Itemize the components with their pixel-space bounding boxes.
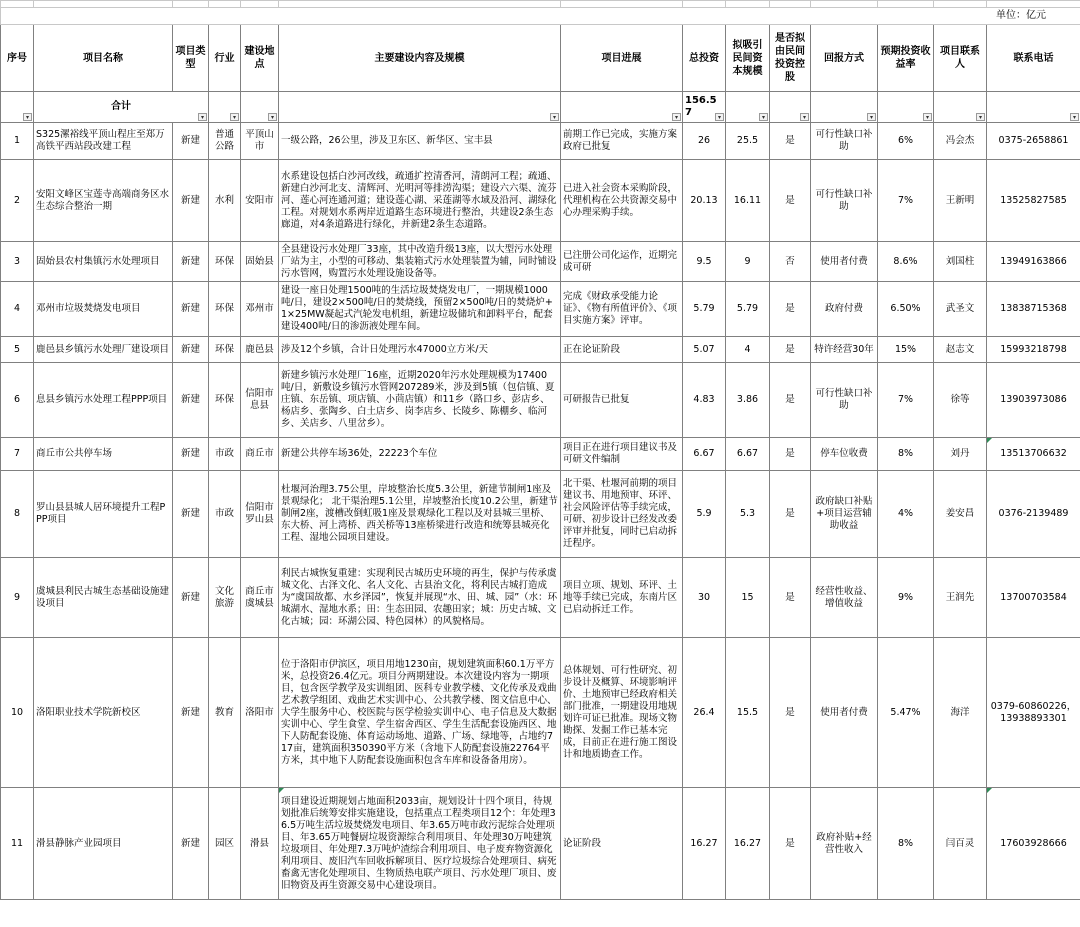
- total-label-cell[interactable]: [34, 92, 209, 123]
- content-cell[interactable]: 水系建设包括白沙河改线，疏通扩控清香河，清朗河工程；疏通、新建白沙河北支、清辉河、光明河等排涝沟渠；建设六六渠、流芬河、莲心河连通河道；建设莲心湖、采莲湖等水域及沿河、湖绿化工程。对规划水系两岸近道路生态环境进行整治，共建设2条生态廊道，对4条道路进行绿化，并新建2条生态道路。: [279, 160, 561, 242]
- contact-person-cell[interactable]: 海洋: [934, 638, 987, 788]
- return-rate-cell[interactable]: 6%: [878, 123, 934, 160]
- row-number-cell[interactable]: 11: [1, 788, 34, 900]
- private-capital-cell[interactable]: 9: [726, 242, 770, 282]
- total-investment-cell[interactable]: 5.07: [683, 337, 726, 363]
- return-rate-cell[interactable]: 8%: [878, 438, 934, 471]
- comment-marker-icon: [987, 788, 992, 793]
- project-type-cell[interactable]: 新建: [173, 282, 209, 337]
- contact-person-cell[interactable]: 王润先: [934, 558, 987, 638]
- total-investment-cell[interactable]: 4.83: [683, 363, 726, 438]
- filter-dropdown-icon[interactable]: ▾: [268, 113, 277, 121]
- return-rate-cell[interactable]: 9%: [878, 558, 934, 638]
- row-number-cell[interactable]: 4: [1, 282, 34, 337]
- total-cell[interactable]: [934, 92, 987, 123]
- private-capital-cell[interactable]: 5.3: [726, 471, 770, 558]
- progress-cell[interactable]: 总体规划、可行性研究、初步设计及概算、环境影响评价、土地预审已经政府相关部门批准，一期建设用地规划许可证已批准。现场文物勘探、发掘工作已基本完成，目前正在进行施工图设计和地质勘查工作。: [561, 638, 683, 788]
- table-row: [1, 363, 1080, 438]
- return-method-cell[interactable]: 政府付费: [811, 282, 878, 337]
- contact-person-cell[interactable]: 姜安昌: [934, 471, 987, 558]
- total-investment-cell[interactable]: 9.5: [683, 242, 726, 282]
- phone-cell[interactable]: 0375-2658861: [987, 123, 1080, 160]
- industry-cell[interactable]: 环保: [209, 242, 241, 282]
- return-rate-cell[interactable]: 6.50%: [878, 282, 934, 337]
- project-type-cell[interactable]: 新建: [173, 638, 209, 788]
- industry-cell[interactable]: 普通公路: [209, 123, 241, 160]
- phone-cell[interactable]: 17603928666: [987, 788, 1080, 900]
- row-number-cell[interactable]: 2: [1, 160, 34, 242]
- filter-dropdown-icon[interactable]: ▾: [230, 113, 239, 121]
- project-type-cell[interactable]: 新建: [173, 558, 209, 638]
- filter-dropdown-icon[interactable]: ▾: [550, 113, 559, 121]
- total-cell[interactable]: [279, 92, 561, 123]
- total-investment-cell[interactable]: 30: [683, 558, 726, 638]
- content-cell[interactable]: 杜堰河治理3.75公里，岸坡整治长度5.3公里，新建节制闸1座及景观绿化； 北干渠治理5.1公里，岸坡整治长度10.2公里，新建节制闸2座，渡槽改倒虹吸1座及景观绿化工程以及对县城三里桥、东大桥、河上湾桥、西关桥等13座桥梁进行改造和统筹县城亮化工程、湿地公园项目建设。: [279, 471, 561, 558]
- total-row: [1, 92, 1080, 123]
- total-label: 合计: [111, 101, 131, 112]
- header-cell[interactable]: 拟吸引民间资本规模: [726, 25, 770, 92]
- private-control-cell[interactable]: 是: [770, 337, 811, 363]
- industry-cell[interactable]: 环保: [209, 337, 241, 363]
- progress-cell[interactable]: 前期工作已完成，实施方案政府已批复: [561, 123, 683, 160]
- progress-cell[interactable]: 已进入社会资本采购阶段，代理机构在公共资源交易中心办理采购手续。: [561, 160, 683, 242]
- content-cell[interactable]: 一级公路，26公里，涉及卫东区、新华区、宝丰县: [279, 123, 561, 160]
- private-control-cell[interactable]: 是: [770, 123, 811, 160]
- table-row: [1, 123, 1080, 160]
- return-method-cell[interactable]: 停车位收费: [811, 438, 878, 471]
- total-cell[interactable]: [878, 92, 934, 123]
- location-cell[interactable]: 安阳市: [241, 160, 279, 242]
- return-method-cell[interactable]: 政府缺口补贴+项目运营辅助收益: [811, 471, 878, 558]
- total-cell[interactable]: [987, 92, 1080, 123]
- return-method-cell[interactable]: 可行性缺口补助: [811, 123, 878, 160]
- project-type-cell[interactable]: 新建: [173, 363, 209, 438]
- total-cell[interactable]: [726, 92, 770, 123]
- header-cell[interactable]: 项目类型: [173, 25, 209, 92]
- total-cell[interactable]: [561, 92, 683, 123]
- filter-dropdown-icon[interactable]: ▾: [759, 113, 768, 121]
- total-investment-cell[interactable]: 5.79: [683, 282, 726, 337]
- header-cell[interactable]: 总投资: [683, 25, 726, 92]
- private-control-cell[interactable]: 是: [770, 282, 811, 337]
- comment-marker-icon: [279, 788, 284, 793]
- content-cell[interactable]: 涉及12个乡镇，合计日处理污水47000立方米/天: [279, 337, 561, 363]
- header-cell[interactable]: 回报方式: [811, 25, 878, 92]
- project-name-cell[interactable]: 邓州市垃圾焚烧发电项目: [34, 282, 173, 337]
- content-cell[interactable]: 利民古城恢复重建：实现利民古城历史环境的再生，保护与传承虞城文化、古泽文化、名人文化、古县治文化，将利民古城打造成为“虞国故都、水乡泽园”，恢复并展现“水、田、城、园”（水：环城湖水、湿地水系；田：生态田园、农趣田家；城：历史古城、文化古城；园：环湖公园、特色园林）的风貌格局。: [279, 558, 561, 638]
- phone-cell[interactable]: 13700703584: [987, 558, 1080, 638]
- project-type-cell[interactable]: 新建: [173, 160, 209, 242]
- private-capital-cell[interactable]: 4: [726, 337, 770, 363]
- header-cell[interactable]: 建设地点: [241, 25, 279, 92]
- industry-cell[interactable]: 教育: [209, 638, 241, 788]
- table-row: [1, 282, 1080, 337]
- project-type-cell[interactable]: 新建: [173, 471, 209, 558]
- total-value-cell[interactable]: [683, 92, 726, 123]
- progress-cell[interactable]: 完成《财政承受能力论证》、《物有所值评价》、《项目实施方案》评审。: [561, 282, 683, 337]
- progress-cell[interactable]: 已注册公司化运作，近期完成可研: [561, 242, 683, 282]
- private-control-cell[interactable]: 是: [770, 558, 811, 638]
- phone-cell[interactable]: 13838715368: [987, 282, 1080, 337]
- table-row: [1, 242, 1080, 282]
- location-cell[interactable]: 商丘市: [241, 438, 279, 471]
- return-method-cell[interactable]: 经营性收益、增值收益: [811, 558, 878, 638]
- table-row: [1, 160, 1080, 242]
- return-rate-cell[interactable]: 15%: [878, 337, 934, 363]
- phone-cell[interactable]: 13525827585: [987, 160, 1080, 242]
- progress-cell[interactable]: 论证阶段: [561, 788, 683, 900]
- header-cell[interactable]: 主要建设内容及规模: [279, 25, 561, 92]
- project-name-cell[interactable]: 鹿邑县乡镇污水处理厂建设项目: [34, 337, 173, 363]
- phone-cell[interactable]: 13903973086: [987, 363, 1080, 438]
- private-capital-cell[interactable]: 16.27: [726, 788, 770, 900]
- project-name-cell[interactable]: 洛阳职业技术学院新校区: [34, 638, 173, 788]
- total-investment-cell[interactable]: 20.13: [683, 160, 726, 242]
- filter-dropdown-icon[interactable]: ▾: [976, 113, 985, 121]
- private-control-cell[interactable]: 否: [770, 242, 811, 282]
- project-name-cell[interactable]: 罗山县县城人居环境提升工程PPP项目: [34, 471, 173, 558]
- industry-cell[interactable]: 环保: [209, 282, 241, 337]
- filter-dropdown-icon[interactable]: ▾: [23, 113, 32, 121]
- progress-cell[interactable]: 可研报告已批复: [561, 363, 683, 438]
- project-type-cell[interactable]: 新建: [173, 788, 209, 900]
- private-capital-cell[interactable]: 3.86: [726, 363, 770, 438]
- industry-cell[interactable]: 市政: [209, 438, 241, 471]
- location-cell[interactable]: 邓州市: [241, 282, 279, 337]
- contact-person-cell[interactable]: 刘丹: [934, 438, 987, 471]
- content-cell[interactable]: 位于洛阳市伊滨区，项目用地1230亩，规划建筑面积60.1万平方米，总投资26.4亿元。项目分两期建设。本次建设内容为一期项目，包含医学教学及实训组团、医科专业教学楼、文化传承及戏曲艺术教学组团、戏曲艺术实训中心、公共教学楼、图文信息中心、大学生服务中心、校医院与医学检验实训中心、电子信息及大数据实训中心、学生食堂、学生宿舍西区、学生生活配套设施西区、地下人防配套设施、体育运动场地、道路、广场、绿地等，占地约717亩，建筑面积350390平方米（含地下人防配套设施22764平方米，其中地下人防配套设施面积包含车库和设备备用房）。: [279, 638, 561, 788]
- table-row: [1, 438, 1080, 471]
- contact-person-cell[interactable]: 武圣文: [934, 282, 987, 337]
- progress-cell[interactable]: 项目正在进行项目建议书及可研文件编制: [561, 438, 683, 471]
- row-number-cell[interactable]: 7: [1, 438, 34, 471]
- location-cell[interactable]: 商丘市虞城县: [241, 558, 279, 638]
- header-cell[interactable]: 联系电话: [987, 25, 1080, 92]
- private-capital-cell[interactable]: 15: [726, 558, 770, 638]
- progress-cell[interactable]: 北干渠、杜堰河前期的项目建议书、用地预审、环评、社会风险评估等手续完成，可研、初步设计已经发改委评审并批复，同时已启动拆迁程序。: [561, 471, 683, 558]
- private-control-cell[interactable]: 是: [770, 363, 811, 438]
- header-cell[interactable]: 序号: [1, 25, 34, 92]
- table-row: [1, 558, 1080, 638]
- phone-cell[interactable]: 15993218798: [987, 337, 1080, 363]
- total-cell[interactable]: [1, 92, 34, 123]
- location-cell[interactable]: 平顶山市: [241, 123, 279, 160]
- header-cell[interactable]: 行业: [209, 25, 241, 92]
- table-row: [1, 788, 1080, 900]
- filter-dropdown-icon[interactable]: ▾: [715, 113, 724, 121]
- return-method-cell[interactable]: 可行性缺口补助: [811, 363, 878, 438]
- unit-row: [1, 8, 1080, 25]
- location-cell[interactable]: 信阳市罗山县: [241, 471, 279, 558]
- filter-dropdown-icon[interactable]: ▾: [800, 113, 809, 121]
- project-name-cell[interactable]: 息县乡镇污水处理工程PPP项目: [34, 363, 173, 438]
- project-name-cell[interactable]: S325漯裕线平顶山程庄至郑万高铁平西站段改建工程: [34, 123, 173, 160]
- header-cell[interactable]: 是否拟由民间投资控股: [770, 25, 811, 92]
- project-type-cell[interactable]: 新建: [173, 438, 209, 471]
- contact-person-cell[interactable]: 闫百灵: [934, 788, 987, 900]
- location-cell[interactable]: 固始县: [241, 242, 279, 282]
- progress-cell[interactable]: 正在论证阶段: [561, 337, 683, 363]
- table-row: [1, 638, 1080, 788]
- project-name-cell[interactable]: 虞城县利民古城生态基础设施建设项目: [34, 558, 173, 638]
- blank-top-row: [1, 1, 1080, 8]
- header-cell[interactable]: 项目进展: [561, 25, 683, 92]
- location-cell[interactable]: 鹿邑县: [241, 337, 279, 363]
- comment-marker-icon: [987, 438, 992, 443]
- row-number-cell[interactable]: 6: [1, 363, 34, 438]
- project-type-cell[interactable]: 新建: [173, 123, 209, 160]
- contact-person-cell[interactable]: 赵志文: [934, 337, 987, 363]
- project-type-cell[interactable]: 新建: [173, 337, 209, 363]
- return-method-cell[interactable]: 可行性缺口补助: [811, 160, 878, 242]
- filter-dropdown-icon[interactable]: ▾: [198, 113, 207, 121]
- header-cell[interactable]: 预期投资收益率: [878, 25, 934, 92]
- return-rate-cell[interactable]: 5.47%: [878, 638, 934, 788]
- total-value: 156.57: [685, 95, 717, 118]
- total-investment-cell[interactable]: 5.9: [683, 471, 726, 558]
- project-name-cell[interactable]: 固始县农村集镇污水处理项目: [34, 242, 173, 282]
- industry-cell[interactable]: 园区: [209, 788, 241, 900]
- table-row: [1, 471, 1080, 558]
- private-control-cell[interactable]: 是: [770, 638, 811, 788]
- private-capital-cell[interactable]: 16.11: [726, 160, 770, 242]
- content-cell[interactable]: 全县建设污水处理厂33座，其中改造升级13座，以大型污水处理厂站为主，小型的可移动、集装箱式污水处理装置为辅，同时铺设污水管网，购置污水处理设施设备等。: [279, 242, 561, 282]
- row-number-cell[interactable]: 3: [1, 242, 34, 282]
- industry-cell[interactable]: 环保: [209, 363, 241, 438]
- phone-cell[interactable]: 13513706632: [987, 438, 1080, 471]
- project-name-cell[interactable]: 商丘市公共停车场: [34, 438, 173, 471]
- row-number-cell[interactable]: 9: [1, 558, 34, 638]
- private-capital-cell[interactable]: 5.79: [726, 282, 770, 337]
- return-method-cell[interactable]: 政府补贴+经营性收入: [811, 788, 878, 900]
- location-cell[interactable]: 洛阳市: [241, 638, 279, 788]
- contact-person-cell[interactable]: 刘国柱: [934, 242, 987, 282]
- private-control-cell[interactable]: 是: [770, 788, 811, 900]
- contact-person-cell[interactable]: 徐等: [934, 363, 987, 438]
- total-investment-cell[interactable]: 6.67: [683, 438, 726, 471]
- progress-cell[interactable]: 项目立项、规划、环评、土地等手续已完成，东南片区已启动拆迁工作。: [561, 558, 683, 638]
- header-row: [1, 25, 1080, 92]
- total-investment-cell[interactable]: 26: [683, 123, 726, 160]
- private-capital-cell[interactable]: 15.5: [726, 638, 770, 788]
- location-cell[interactable]: 滑县: [241, 788, 279, 900]
- contact-person-cell[interactable]: 王新明: [934, 160, 987, 242]
- return-method-cell[interactable]: 使用者付费: [811, 242, 878, 282]
- return-rate-cell[interactable]: 7%: [878, 160, 934, 242]
- return-method-cell[interactable]: 使用者付费: [811, 638, 878, 788]
- total-investment-cell[interactable]: 16.27: [683, 788, 726, 900]
- industry-cell[interactable]: 市政: [209, 471, 241, 558]
- unit-label: 单位：亿元: [1, 8, 1080, 25]
- private-capital-cell[interactable]: 25.5: [726, 123, 770, 160]
- industry-cell[interactable]: 水利: [209, 160, 241, 242]
- row-number-cell[interactable]: 10: [1, 638, 34, 788]
- total-cell[interactable]: [209, 92, 241, 123]
- header-cell[interactable]: 项目名称: [34, 25, 173, 92]
- total-investment-cell[interactable]: 26.4: [683, 638, 726, 788]
- total-cell[interactable]: [241, 92, 279, 123]
- return-rate-cell[interactable]: 8.6%: [878, 242, 934, 282]
- filter-dropdown-icon[interactable]: ▾: [867, 113, 876, 121]
- content-cell[interactable]: 建设一座日处理1500吨的生活垃圾焚烧发电厂，一期规模1000吨/日，建设2×500吨/日的焚烧线，预留2×500吨/日的焚烧炉+1×25MW凝起式汽轮发电机组，新建垃圾储坑和卸料平台，配套建设400吨/日的渗沥液处理车间。: [279, 282, 561, 337]
- row-number-cell[interactable]: 8: [1, 471, 34, 558]
- project-type-cell[interactable]: 新建: [173, 242, 209, 282]
- filter-dropdown-icon[interactable]: ▾: [923, 113, 932, 121]
- phone-cell[interactable]: 13949163866: [987, 242, 1080, 282]
- header-cell[interactable]: 项目联系人: [934, 25, 987, 92]
- phone-cell[interactable]: 0376-2139489: [987, 471, 1080, 558]
- project-name-cell[interactable]: 滑县静脉产业园项目: [34, 788, 173, 900]
- industry-cell[interactable]: 文化旅游: [209, 558, 241, 638]
- content-cell[interactable]: 新建乡镇污水处理厂16座，近期2020年污水处理规模为17400吨/日，新敷设乡镇污水管网207289米，涉及到5镇（包信镇、夏庄镇、东岳镇、项店镇、小茴店镇）和11乡（路口乡、彭店乡、杨店乡、张陶乡、白土店乡、岗李店乡、长陵乡、陈棚乡、临河乡、关店乡、八里岔乡）。: [279, 363, 561, 438]
- total-cell[interactable]: [770, 92, 811, 123]
- private-control-cell[interactable]: 是: [770, 471, 811, 558]
- total-cell[interactable]: [811, 92, 878, 123]
- private-control-cell[interactable]: 是: [770, 438, 811, 471]
- filter-dropdown-icon[interactable]: ▾: [1070, 113, 1079, 121]
- return-rate-cell[interactable]: 4%: [878, 471, 934, 558]
- project-name-cell[interactable]: 安阳文峰区宝莲寺高端商务区水生态综合整治一期: [34, 160, 173, 242]
- row-number-cell[interactable]: 1: [1, 123, 34, 160]
- private-capital-cell[interactable]: 6.67: [726, 438, 770, 471]
- content-cell[interactable]: 新建公共停车场36处，22223个车位: [279, 438, 561, 471]
- contact-person-cell[interactable]: 冯会杰: [934, 123, 987, 160]
- return-rate-cell[interactable]: 8%: [878, 788, 934, 900]
- table-row: [1, 337, 1080, 363]
- filter-dropdown-icon[interactable]: ▾: [672, 113, 681, 121]
- row-number-cell[interactable]: 5: [1, 337, 34, 363]
- location-cell[interactable]: 信阳市息县: [241, 363, 279, 438]
- return-method-cell[interactable]: 特许经营30年: [811, 337, 878, 363]
- content-cell[interactable]: 项目建设近期规划占地面积2033亩，规划设计十四个项目，待规划批准后统筹安排实施建设，包括重点工程类项目12个：年处理36.5万吨生活垃圾焚烧发电项目、年3.65万吨市政污泥综合处理项目、年3.65万吨餐厨垃圾资源综合利用项目、年处理30万吨建筑垃圾项目、年处理7.3万吨炉渣综合利用项目、电子废弃物资源化利用项目、废旧汽车回收拆解项目、医疗垃圾综合处理项目、病死畜禽无害化处理项目、生物质热电联产项目、污水处理厂项目、废旧物资及再生资源交易中心建设项目。: [279, 788, 561, 900]
- return-rate-cell[interactable]: 7%: [878, 363, 934, 438]
- phone-cell[interactable]: 0379-60860226，13938893301: [987, 638, 1080, 788]
- private-control-cell[interactable]: 是: [770, 160, 811, 242]
